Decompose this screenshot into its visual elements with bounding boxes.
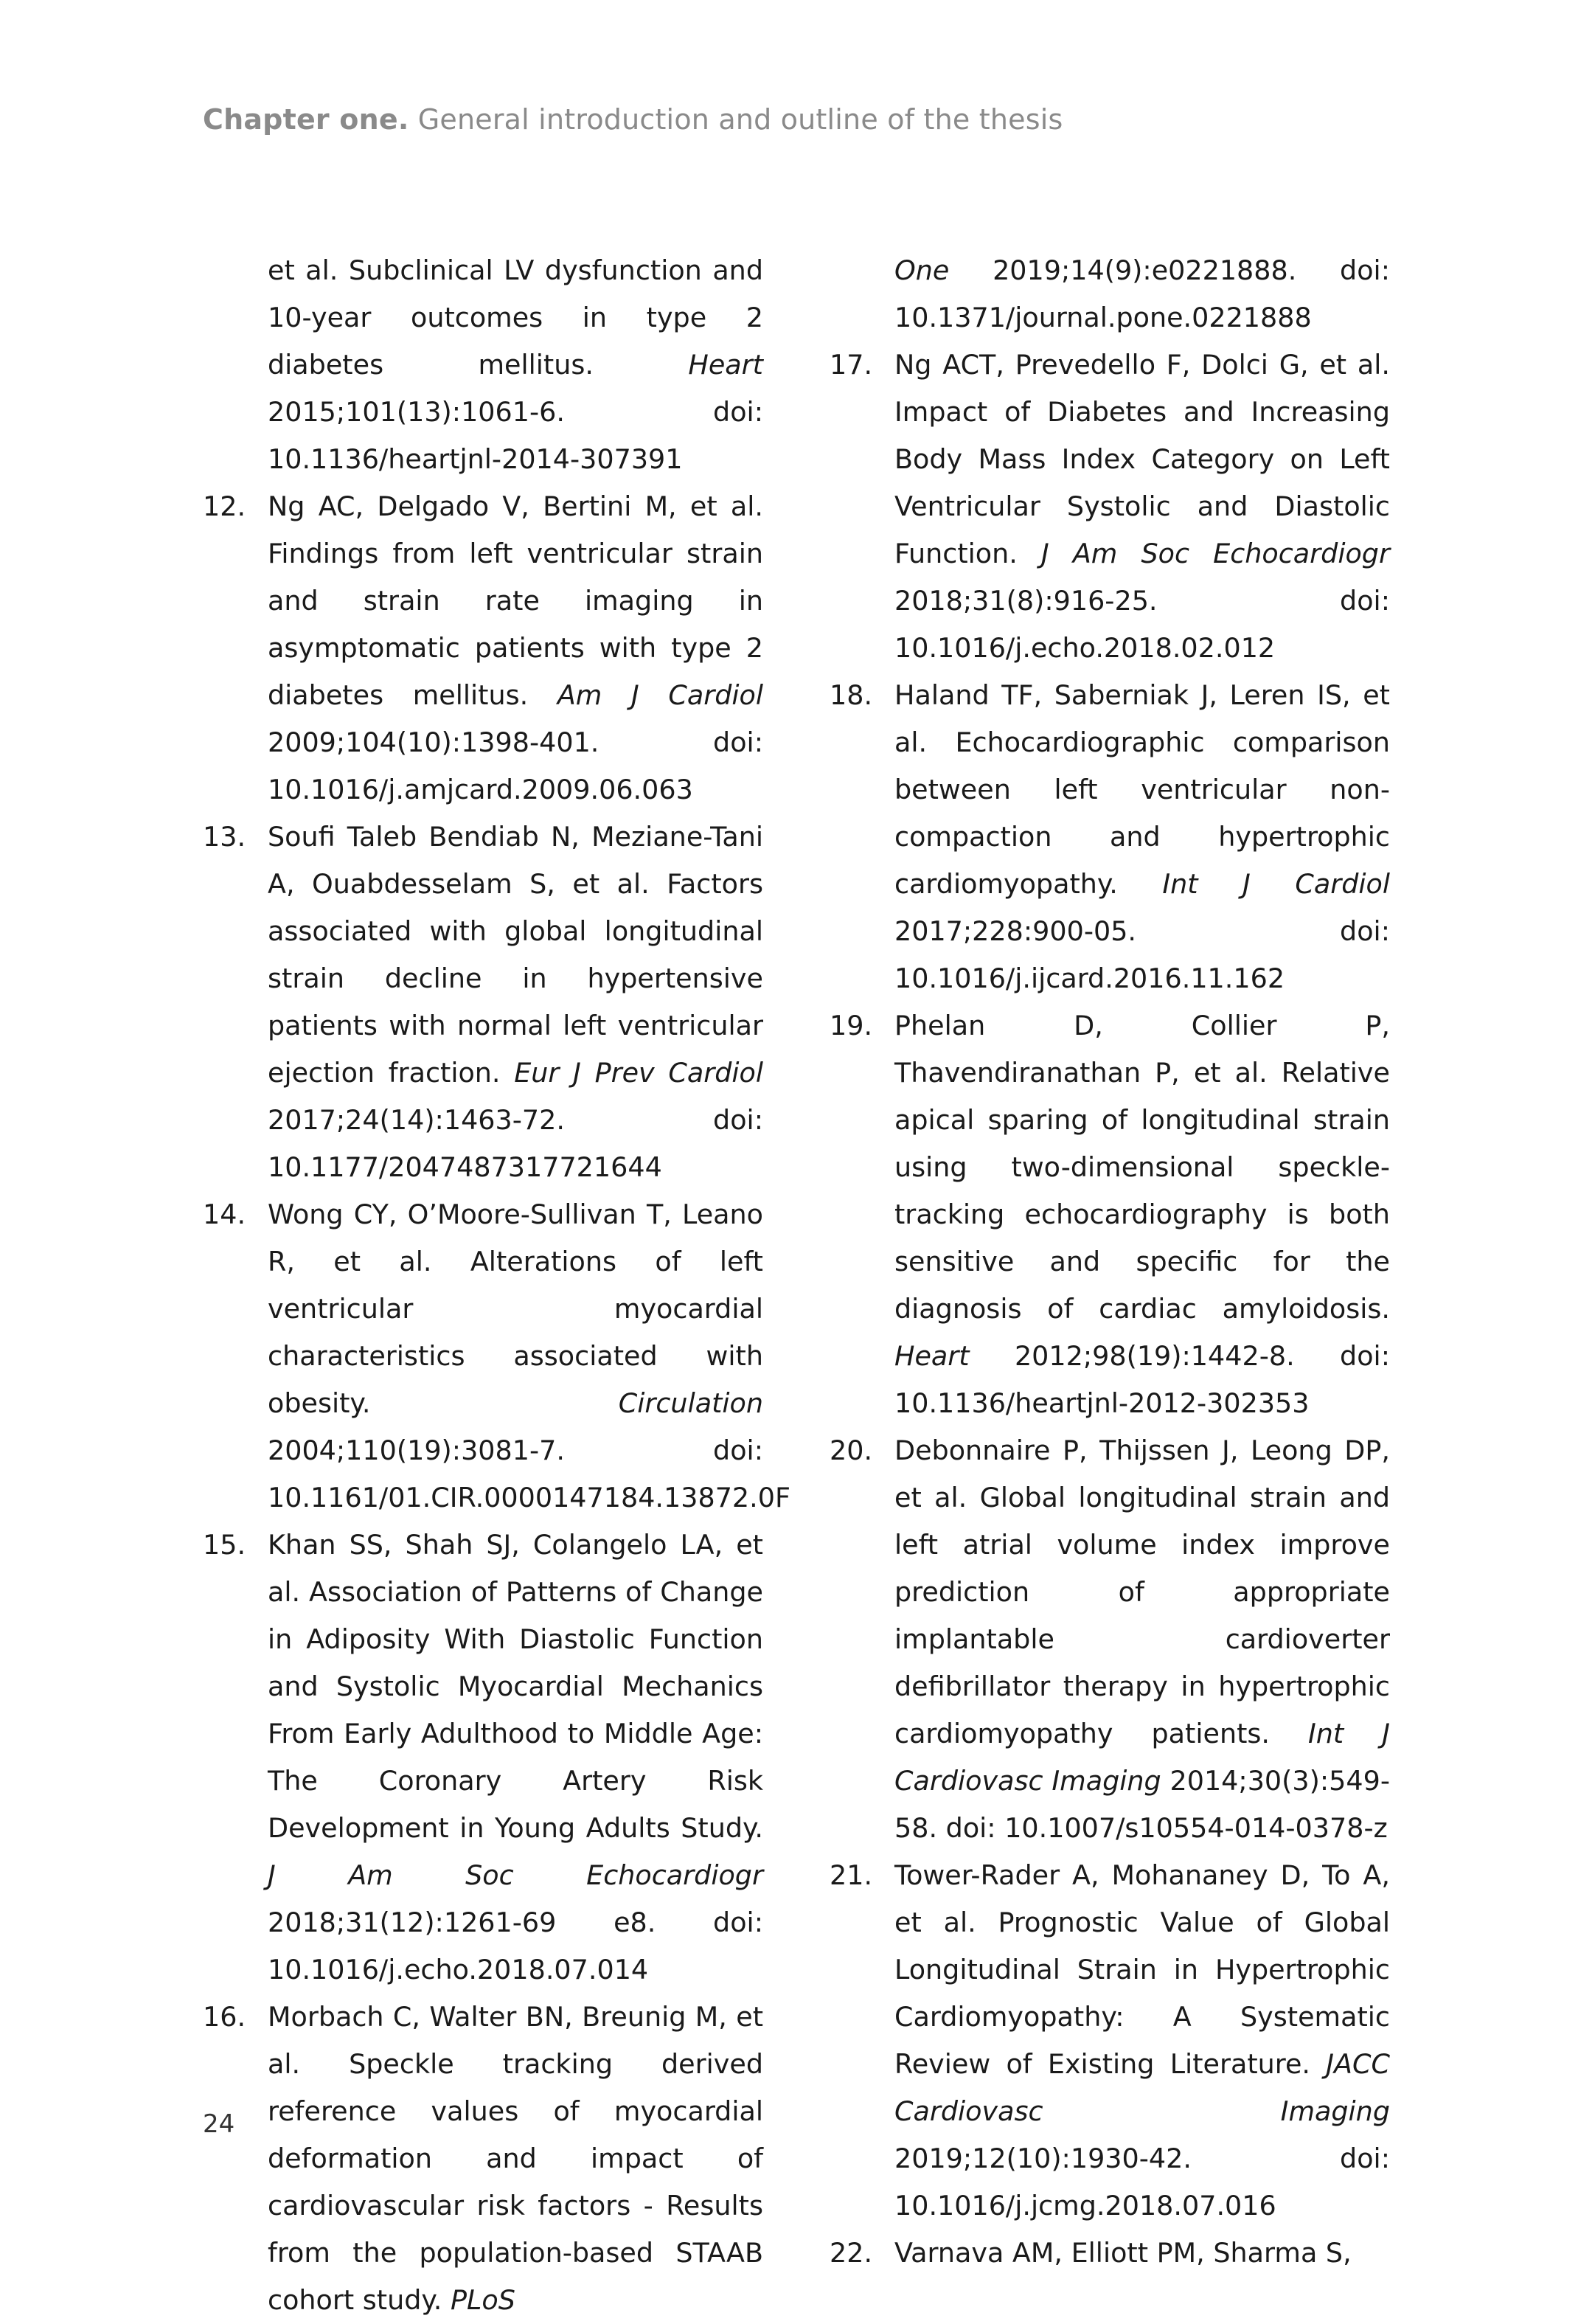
- reference-citation: 2009;104(10):1398-401. doi: 10.1016/j.amjcard.2009.06.063: [268, 726, 763, 805]
- reference-authors-title: Soufi Taleb Bendiab N, Meziane-Tani A, Ouabdesselam S, et al. Factors associated with global longitudinal strain decline in hypertensive patients with normal left ventricular ejection fraction.: [268, 821, 763, 1089]
- reference-text: [268, 1199, 790, 1513]
- reference-journal: Heart: [688, 349, 763, 381]
- reference-column-right: [830, 247, 1390, 2277]
- reference-text: [894, 1859, 1390, 2221]
- reference-journal: Heart: [894, 1340, 970, 1372]
- reference-column-left: [203, 247, 790, 2324]
- reference-item: [830, 247, 1390, 341]
- reference-number: 19.: [830, 1010, 873, 1041]
- reference-item: [830, 341, 1390, 672]
- reference-item: [830, 1427, 1390, 1852]
- reference-authors-title: Debonnaire P, Thijssen J, Leong DP, et al. Global longitudinal strain and left atrial volume index improve prediction of appropriate implantable cardioverter defibrillator therapy in hypertrophic cardiomyopathy patients.: [894, 1435, 1390, 1749]
- reference-text: [894, 1010, 1390, 1419]
- reference-authors-title: Ng AC, Delgado V, Bertini M, et al. Findings from left ventricular strain and strain rate imaging in asymptomatic patients with type 2 diabetes mellitus.: [268, 490, 763, 711]
- reference-citation: 2004;110(19):3081-7. doi: 10.1161/01.CIR.0000147184.13872.0F: [268, 1435, 790, 1513]
- reference-journal: Eur J Prev Cardiol: [514, 1057, 763, 1089]
- reference-item: [203, 814, 763, 1191]
- reference-text: [268, 2001, 763, 2316]
- reference-citation: 2018;31(8):916-25. doi: 10.1016/j.echo.2018.02.012: [894, 585, 1390, 664]
- chapter-title: General introduction and outline of the thesis: [417, 103, 1063, 136]
- reference-item: [203, 1994, 763, 2324]
- reference-number: 21.: [830, 1859, 873, 1891]
- running-header: [203, 103, 1063, 136]
- reference-text: [268, 1529, 763, 1985]
- reference-text: [894, 254, 1390, 333]
- reference-item: [830, 672, 1390, 1002]
- page-number: 24: [203, 2109, 235, 2139]
- reference-authors-title: Ng ACT, Prevedello F, Dolci G, et al. Impact of Diabetes and Increasing Body Mass Index Category on Left Ventricular Systolic and Diastolic Function.: [894, 349, 1390, 569]
- reference-item: [203, 247, 763, 483]
- reference-number: 16.: [203, 2001, 246, 2033]
- reference-text: [268, 490, 763, 805]
- reference-authors-title: et al. Subclinical LV dysfunction and 10-year outcomes in type 2 diabetes mellitus.: [268, 254, 763, 381]
- reference-citation: 2019;14(9):e0221888. doi: 10.1371/journal.pone.0221888: [894, 254, 1390, 333]
- reference-journal: Int J Cardiovasc Imaging: [894, 1718, 1390, 1797]
- reference-citation: 2017;24(14):1463-72. doi: 10.1177/2047487317721644: [268, 1104, 763, 1183]
- chapter-label: Chapter one.: [203, 103, 409, 136]
- reference-number: 13.: [203, 821, 246, 853]
- reference-item: [203, 1522, 763, 1994]
- reference-number: 12.: [203, 490, 246, 522]
- reference-number: 22.: [830, 2237, 873, 2269]
- reference-citation: 2015;101(13):1061-6. doi: 10.1136/heartjnl-2014-307391: [268, 396, 763, 475]
- reference-number: 15.: [203, 1529, 246, 1561]
- reference-text: [268, 821, 763, 1183]
- reference-authors-title: Khan SS, Shah SJ, Colangelo LA, et al. Association of Patterns of Change in Adiposity With Diastolic Function and Systolic Myocardial Mechanics From Early Adulthood to Middle Age: The Coronary Artery Risk Development in Young Adults Study.: [268, 1529, 763, 1844]
- reference-journal: JACC Cardiovasc Imaging: [894, 2048, 1390, 2127]
- reference-number: 14.: [203, 1199, 246, 1230]
- reference-text: [894, 1435, 1390, 1844]
- reference-authors-title: Varnava AM, Elliott PM, Sharma S,: [894, 2237, 1352, 2269]
- reference-text: [268, 254, 763, 475]
- reference-citation: 2014;30(3):549-58. doi: 10.1007/s10554-014-0378-z: [894, 1765, 1390, 1844]
- reference-authors-title: Tower-Rader A, Mohananey D, To A, et al. Prognostic Value of Global Longitudinal Strain in Hypertrophic Cardiomyopathy: A Systematic Review of Existing Literature.: [894, 1859, 1390, 2080]
- reference-number: 17.: [830, 349, 873, 381]
- reference-journal: PLoS: [451, 2284, 515, 2316]
- reference-item: [830, 1002, 1390, 1427]
- reference-authors-title: Haland TF, Saberniak J, Leren IS, et al. Echocardiographic comparison between left ventricular non-compaction and hypertrophic cardiomyopathy.: [894, 679, 1390, 900]
- reference-text: [894, 2237, 1352, 2269]
- reference-authors-title: Phelan D, Collier P, Thavendiranathan P, et al. Relative apical sparing of longitudinal strain using two-dimensional speckle-tracking echocardiography is both sensitive and specific for the diagnosis of cardiac amyloidosis.: [894, 1010, 1390, 1325]
- reference-journal: J Am Soc Echocardiogr: [1040, 538, 1390, 569]
- reference-item: [830, 2230, 1390, 2277]
- reference-number: 18.: [830, 679, 873, 711]
- reference-journal: Int J Cardiol: [1162, 868, 1390, 900]
- reference-citation: 2018;31(12):1261-69 e8. doi: 10.1016/j.echo.2018.07.014: [268, 1907, 763, 1985]
- reference-item: [830, 1852, 1390, 2230]
- reference-item: [203, 1191, 790, 1522]
- reference-text: [894, 349, 1390, 664]
- reference-journal: One: [894, 254, 950, 286]
- reference-item: [203, 483, 763, 814]
- reference-citation: 2019;12(10):1930-42. doi: 10.1016/j.jcmg.2018.07.016: [894, 2143, 1390, 2221]
- reference-citation: 2017;228:900-05. doi: 10.1016/j.ijcard.2016.11.162: [894, 915, 1390, 994]
- reference-number: 20.: [830, 1435, 873, 1466]
- reference-journal: J Am Soc Echocardiogr: [268, 1859, 763, 1891]
- reference-journal: Circulation: [618, 1387, 763, 1419]
- reference-authors-title: Wong CY, O’Moore-Sullivan T, Leano R, et al. Alterations of left ventricular myocardial characteristics associated with obesity.: [268, 1199, 763, 1419]
- reference-authors-title: Morbach C, Walter BN, Breunig M, et al. Speckle tracking derived reference values of myocardial deformation and impact of cardiovascular risk factors - Results from the population-based STAAB cohort study.: [268, 2001, 763, 2316]
- reference-journal: Am J Cardiol: [557, 679, 763, 711]
- reference-text: [894, 679, 1390, 994]
- reference-citation: 2012;98(19):1442-8. doi: 10.1136/heartjnl-2012-302353: [894, 1340, 1390, 1419]
